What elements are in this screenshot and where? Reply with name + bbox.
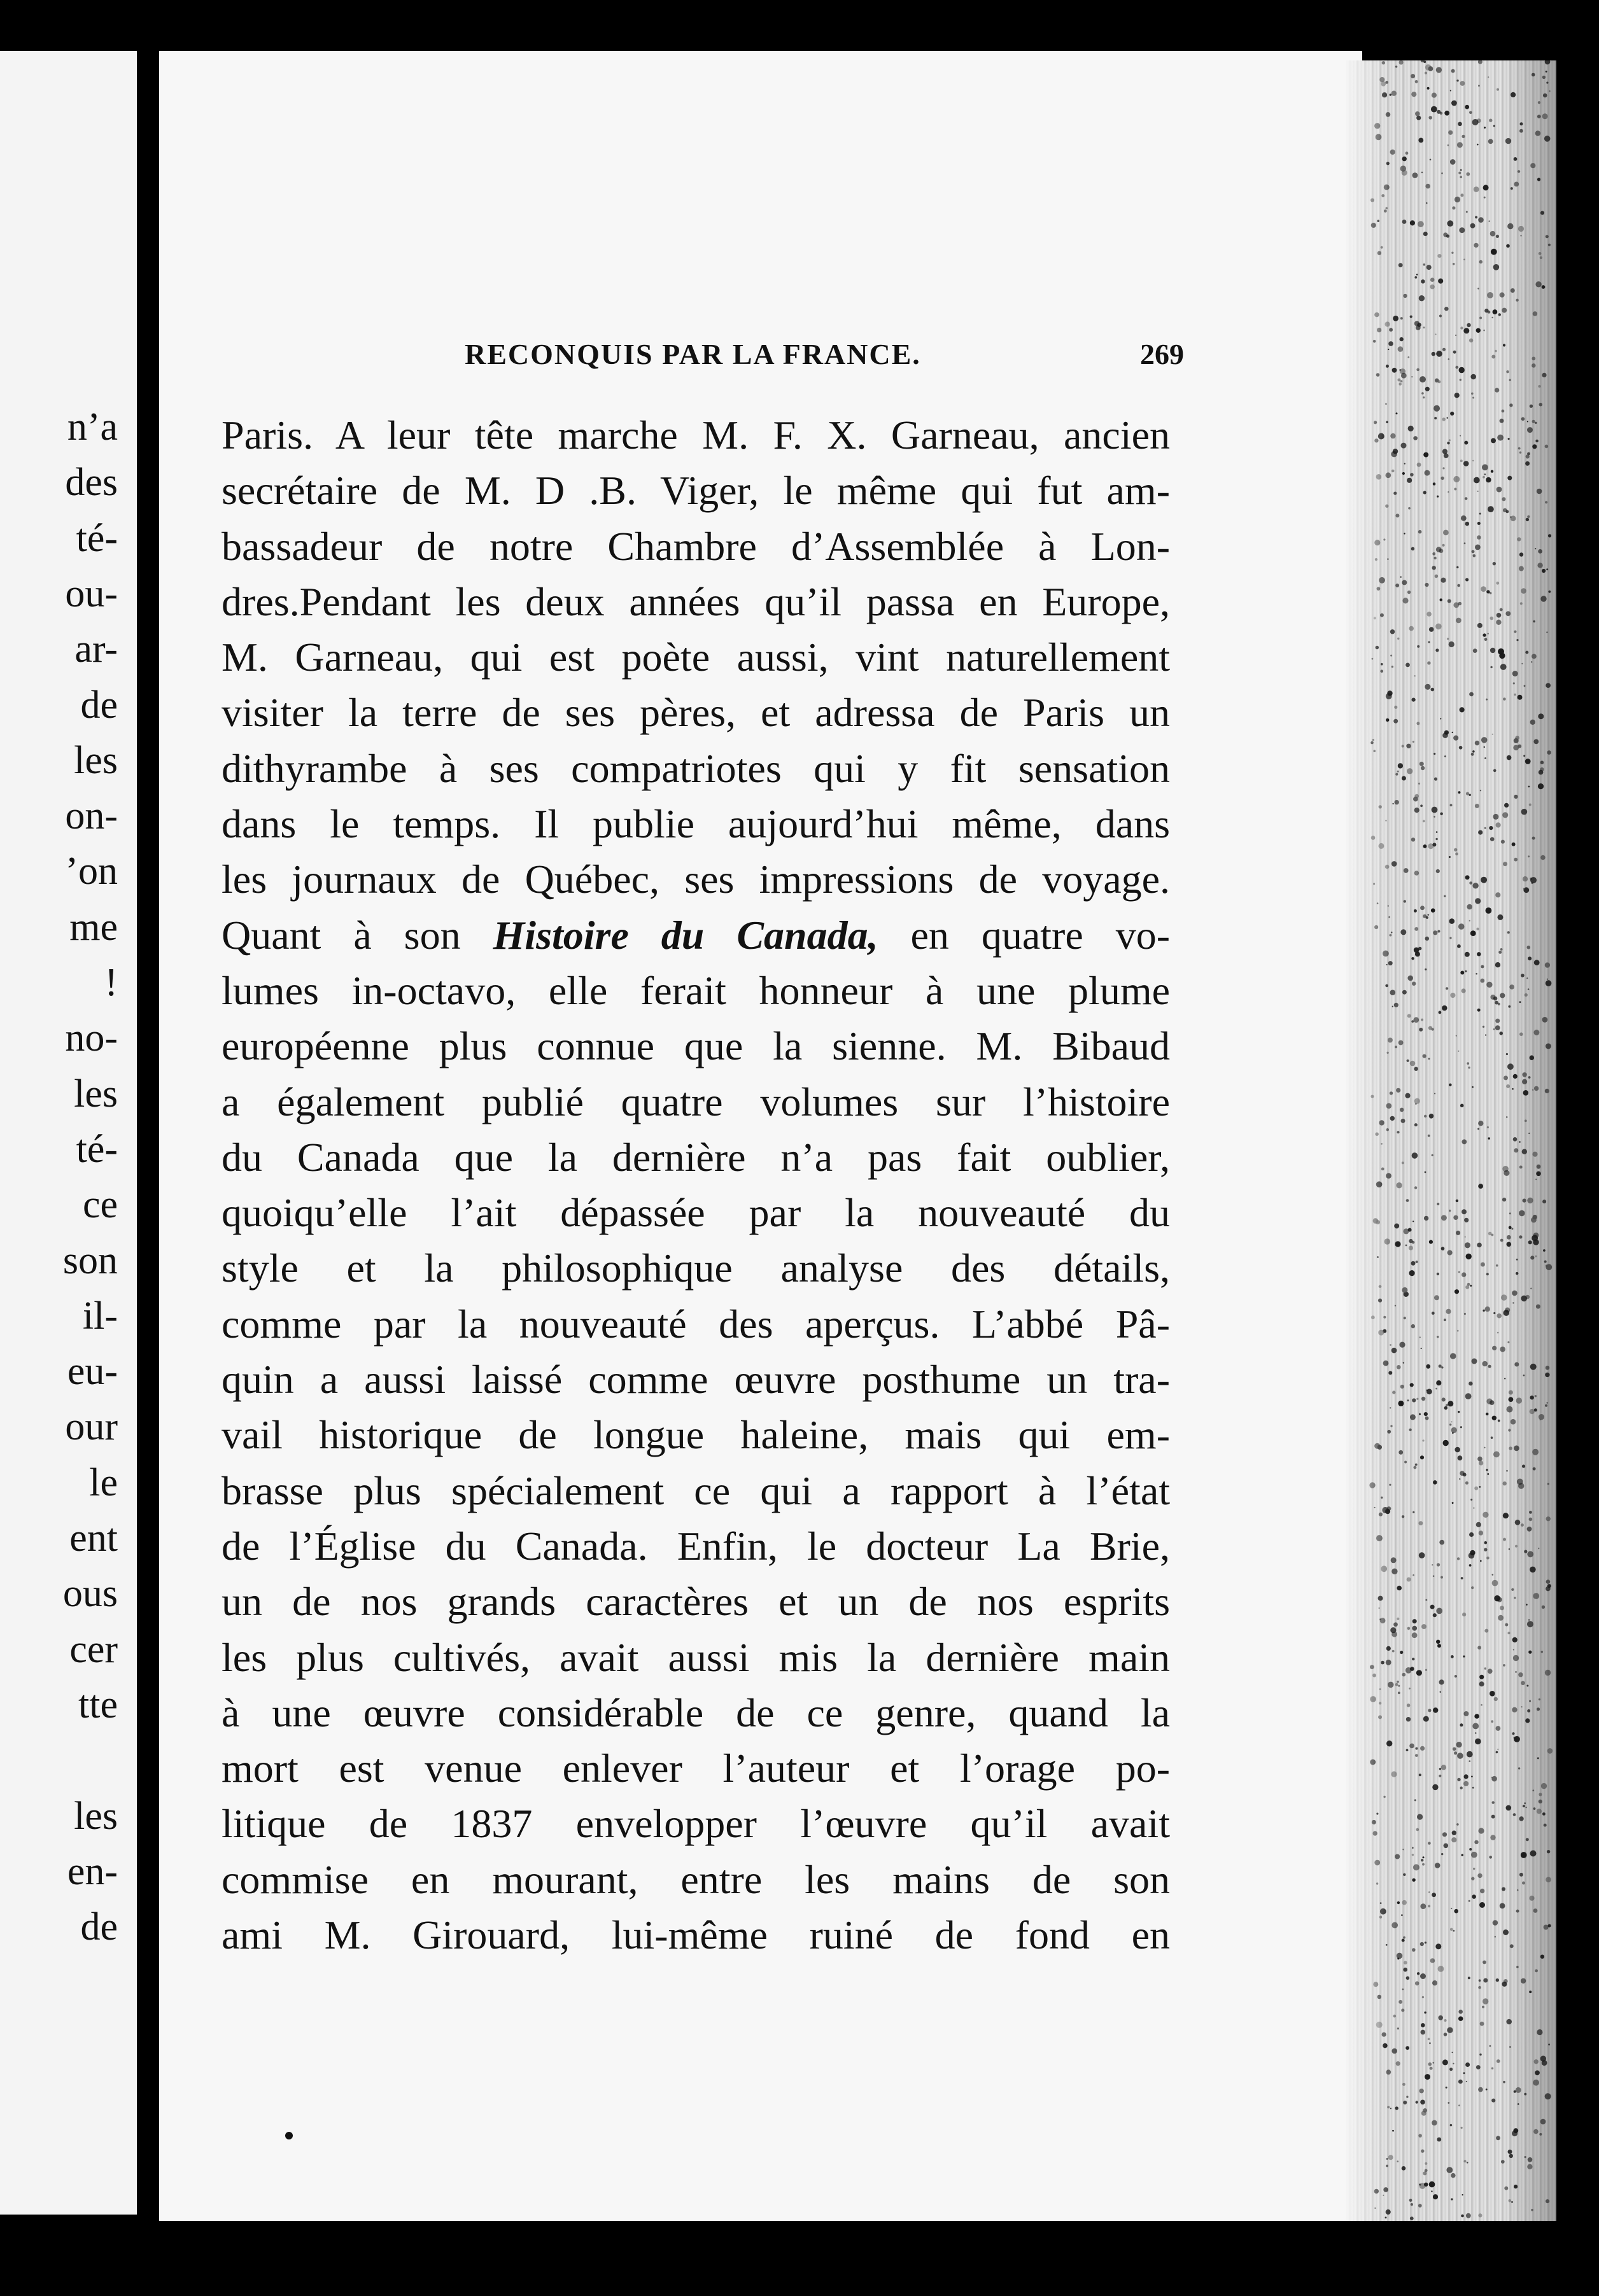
text-line: lumes in-octavo, elle ferait honneur à une plume (222, 967, 1170, 1013)
running-head (306, 337, 1209, 382)
text-line: quoiqu’elle l’ait dépassée par la nouveauté du (222, 1190, 1170, 1236)
text-line: les plus cultivés, avait aussi mis la dernière main (222, 1634, 1170, 1680)
page-edge-stained (1346, 60, 1556, 2221)
text-line: dans le temps. Il publie aujourd’hui même, dans (222, 801, 1170, 847)
book-title-italic: Histoire du Canada, (493, 912, 878, 958)
facing-page-fragment: ce (82, 1183, 118, 1227)
text-line: bassadeur de notre Chambre d’Assemblée à Lon- (222, 523, 1170, 569)
facing-page-fragment: té- (76, 516, 118, 560)
text-line: commise en mourant, entre les mains de son (222, 1856, 1170, 1902)
text-line: Paris. A leur tête marche M. F. X. Garneau, ancien (222, 412, 1170, 458)
page-number: 269 (1140, 338, 1184, 370)
text-line: ami M. Girouard, lui-même ruiné de fond en (222, 1912, 1170, 1958)
facing-page-fragment: les (74, 1072, 118, 1116)
facing-page-fragment: ! (104, 961, 118, 1004)
facing-page-fragment: eu- (67, 1350, 118, 1394)
facing-page-fragment: de (80, 1905, 118, 1949)
facing-page-fragment: n’a (67, 405, 118, 449)
text-line: du Canada que la dernière n’a pas fait oublier, (222, 1134, 1170, 1180)
facing-page-fragment: no- (65, 1016, 118, 1060)
facing-page-fragment: le (89, 1460, 118, 1504)
text-line: les journaux de Québec, ses impressions de voyage. (222, 857, 1170, 902)
text-line: vail historique de longue haleine, mais qui em- (222, 1412, 1170, 1458)
facing-page-fragment: ’on (65, 850, 118, 893)
text-run: Quant à son (222, 912, 493, 958)
facing-page-fragment: me (69, 905, 118, 949)
text-line-with-title (222, 907, 1170, 963)
running-title: RECONQUIS PAR LA FRANCE. (465, 338, 921, 370)
text-line: litique de 1837 envelopper l’œuvre qu’il avait (222, 1801, 1170, 1847)
facing-page-fragment: cer (69, 1627, 118, 1671)
facing-page-fragment: les (74, 1794, 118, 1838)
text-line: comme par la nouveauté des aperçus. L’abbé Pâ- (222, 1301, 1170, 1347)
text-line: mort est venue enlever l’auteur et l’orage po- (222, 1746, 1170, 1791)
text-line: secrétaire de M. D .B. Viger, le même qui fut am- (222, 468, 1170, 514)
facing-page-fragment: son (62, 1238, 118, 1282)
facing-page-fragment: té- (76, 1127, 118, 1171)
facing-page-fragment: des (65, 461, 118, 505)
facing-page-fragment: ous (62, 1572, 118, 1616)
text-line: dithyrambe à ses compatriotes qui y fit sensation (222, 745, 1170, 791)
text-line: dres.Pendant les deux années qu’il passa en Europe, (222, 578, 1170, 624)
text-line: un de nos grands caractères et un de nos esprits (222, 1579, 1170, 1625)
facing-page-fragment: ent (69, 1516, 118, 1560)
facing-page-fragment: les (74, 738, 118, 782)
facing-page-fragment: our (65, 1405, 118, 1449)
text-line: a également publié quatre volumes sur l’histoire (222, 1079, 1170, 1124)
text-line: de l’Église du Canada. Enfin, le docteur La Brie, (222, 1523, 1170, 1569)
facing-page-fragment: en- (67, 1849, 118, 1893)
text-line: brasse plus spécialement ce qui a rapport à l’état (222, 1467, 1170, 1513)
text-run: en quatre vo- (878, 912, 1171, 958)
text-line: quin a aussi laissé comme œuvre posthume un tra- (222, 1357, 1170, 1403)
ink-dot (285, 2132, 293, 2139)
facing-page-fragment: tte (78, 1683, 118, 1726)
facing-page-fragment: il- (82, 1294, 118, 1338)
facing-page-fragment: ou- (65, 571, 118, 615)
body-text (222, 407, 1170, 1963)
text-line: style et la philosophique analyse des détails, (222, 1245, 1170, 1291)
facing-page-fragment: de (80, 683, 118, 727)
text-line: européenne plus connue que la sienne. M. Bibaud (222, 1023, 1170, 1069)
text-line: visiter la terre de ses pères, et adressa de Paris un (222, 690, 1170, 736)
facing-page-left (0, 51, 137, 2215)
text-line: à une œuvre considérable de ce genre, quand la (222, 1690, 1170, 1735)
facing-page-fragment: on- (65, 794, 118, 838)
facing-page-fragment: ar- (74, 627, 118, 671)
text-line: M. Garneau, qui est poète aussi, vint naturellement (222, 634, 1170, 680)
